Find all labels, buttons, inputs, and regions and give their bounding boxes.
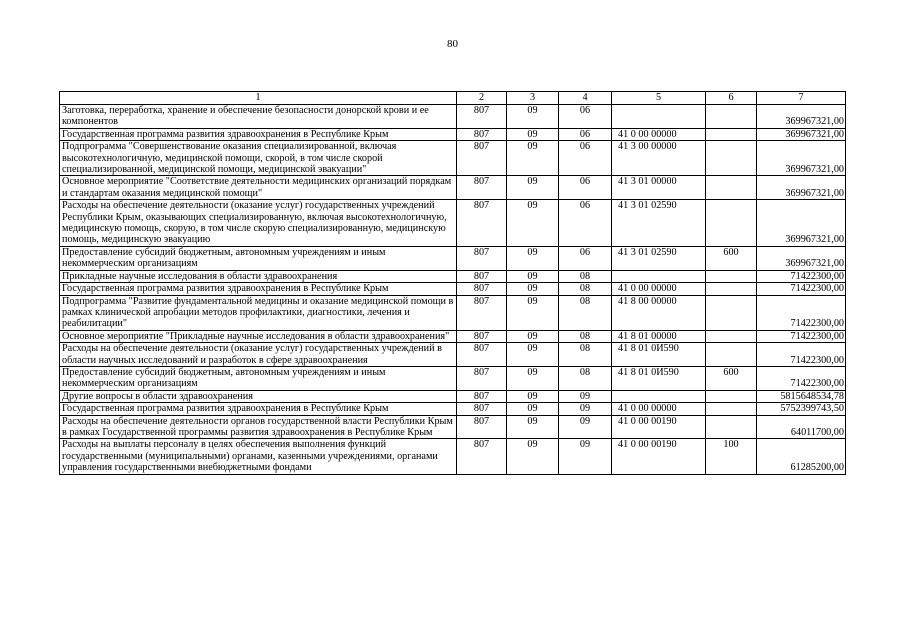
row-section-cell: 09 — [507, 343, 559, 367]
row-target-article-cell — [612, 270, 706, 282]
row-expense-type-cell — [706, 105, 757, 129]
row-subsection-cell: 06 — [559, 128, 612, 140]
row-target-article-cell: 41 0 00 00190 — [612, 439, 706, 474]
row-subsection-cell: 06 — [559, 246, 612, 270]
budget-table — [59, 91, 846, 475]
table-row — [60, 439, 846, 474]
row-target-article-cell: 41 8 01 00000 — [612, 330, 706, 342]
row-expense-type-cell — [706, 343, 757, 367]
row-amount-cell: 369967321,00 — [757, 128, 846, 140]
row-grbs-cell: 807 — [457, 295, 507, 330]
table-row — [60, 246, 846, 270]
row-amount-cell: 369967321,00 — [757, 200, 846, 247]
row-name-cell: Расходы на обеспечение деятельности (оказание услуг) государственных учреждений Республики Крым, оказывающих специализированную, включая высокотехнологичную, медицинскую помощь, скорую, в том числе скорую специализированную, медицинскую помощь, медицинскую эвакуацию — [60, 200, 457, 247]
table-row — [60, 343, 846, 367]
row-grbs-cell: 807 — [457, 330, 507, 342]
row-name-cell: Прикладные научные исследования в области здравоохранения — [60, 270, 457, 282]
row-expense-type-cell — [706, 200, 757, 247]
row-grbs-cell: 807 — [457, 246, 507, 270]
row-grbs-cell: 807 — [457, 200, 507, 247]
row-section-cell: 09 — [507, 270, 559, 282]
row-grbs-cell: 807 — [457, 105, 507, 129]
row-name-cell: Расходы на выплаты персоналу в целях обеспечения выполнения функций государственными (муниципальными) органами, казенными учреждениями, органами управления государственными внебюджетными фондами — [60, 439, 457, 474]
row-name-cell: Государственная программа развития здравоохранения в Республике Крым — [60, 128, 457, 140]
row-section-cell: 09 — [507, 415, 559, 439]
row-section-cell: 09 — [507, 128, 559, 140]
row-name-cell: Расходы на обеспечение деятельности (оказание услуг) государственных учреждений в области научных исследований и разработок в сфере здравоохранения — [60, 343, 457, 367]
row-expense-type-cell: 100 — [706, 439, 757, 474]
row-name-cell: Государственная программа развития здравоохранения в Республике Крым — [60, 283, 457, 295]
row-amount-cell: 369967321,00 — [757, 105, 846, 129]
row-subsection-cell: 06 — [559, 105, 612, 129]
table-row — [60, 390, 846, 402]
row-target-article-cell — [612, 390, 706, 402]
header-cell-5: 5 — [612, 92, 706, 105]
table-row — [60, 200, 846, 247]
row-subsection-cell: 08 — [559, 295, 612, 330]
row-amount-cell: 71422300,00 — [757, 270, 846, 282]
row-subsection-cell: 09 — [559, 415, 612, 439]
row-expense-type-cell — [706, 330, 757, 342]
table-row — [60, 105, 846, 129]
row-target-article-cell: 41 3 00 00000 — [612, 141, 706, 176]
row-target-article-cell — [612, 105, 706, 129]
table-row — [60, 141, 846, 176]
row-name-cell: Государственная программа развития здравоохранения в Республике Крым — [60, 403, 457, 415]
row-expense-type-cell — [706, 128, 757, 140]
row-amount-cell: 369967321,00 — [757, 141, 846, 176]
row-subsection-cell: 09 — [559, 390, 612, 402]
row-section-cell: 09 — [507, 200, 559, 247]
row-subsection-cell: 08 — [559, 270, 612, 282]
row-section-cell: 09 — [507, 439, 559, 474]
table-row — [60, 403, 846, 415]
row-section-cell: 09 — [507, 390, 559, 402]
row-target-article-cell: 41 3 01 02590 — [612, 246, 706, 270]
header-cell-7: 7 — [757, 92, 846, 105]
row-amount-cell: 71422300,00 — [757, 295, 846, 330]
row-expense-type-cell — [706, 283, 757, 295]
row-section-cell: 09 — [507, 105, 559, 129]
row-section-cell: 09 — [507, 295, 559, 330]
row-amount-cell: 5752399743,50 — [757, 403, 846, 415]
row-subsection-cell: 06 — [559, 176, 612, 200]
row-section-cell: 09 — [507, 141, 559, 176]
page-number: 80 — [447, 38, 458, 50]
header-cell-1: 1 — [60, 92, 457, 105]
row-name-cell: Предоставление субсидий бюджетным, автономным учреждениям и иным некоммерческим организациям — [60, 246, 457, 270]
row-grbs-cell: 807 — [457, 415, 507, 439]
row-section-cell: 09 — [507, 246, 559, 270]
row-target-article-cell: 41 0 00 00000 — [612, 403, 706, 415]
row-target-article-cell: 41 3 01 02590 — [612, 200, 706, 247]
row-amount-cell: 71422300,00 — [757, 330, 846, 342]
row-amount-cell: 64011700,00 — [757, 415, 846, 439]
row-subsection-cell: 08 — [559, 366, 612, 390]
table-row — [60, 283, 846, 295]
row-subsection-cell: 08 — [559, 283, 612, 295]
row-name-cell: Основное мероприятие "Соответствие деятельности медицинских организаций порядкам и стандартам оказания медицинской помощи" — [60, 176, 457, 200]
row-amount-cell: 5815648534,78 — [757, 390, 846, 402]
table-row — [60, 295, 846, 330]
row-section-cell: 09 — [507, 366, 559, 390]
row-grbs-cell: 807 — [457, 343, 507, 367]
table-row — [60, 415, 846, 439]
row-name-cell: Подпрограмма "Развитие фундаментальной медицины и оказание медицинской помощи в рамках клинической апробации методов профилактики, диагностики, лечения и реабилитации" — [60, 295, 457, 330]
table-header-row — [60, 92, 846, 105]
row-subsection-cell: 08 — [559, 343, 612, 367]
row-expense-type-cell — [706, 141, 757, 176]
row-expense-type-cell: 600 — [706, 366, 757, 390]
row-amount-cell: 61285200,00 — [757, 439, 846, 474]
row-section-cell: 09 — [507, 283, 559, 295]
header-cell-6: 6 — [706, 92, 757, 105]
row-name-cell: Подпрограмма "Совершенствование оказания специализированной, включая высокотехнологичную, медицинской помощи, скорой, в том числе скорой специализированной, медицинской помощи, медицинской эвакуации" — [60, 141, 457, 176]
row-target-article-cell: 41 8 00 00000 — [612, 295, 706, 330]
table-row — [60, 366, 846, 390]
row-expense-type-cell — [706, 390, 757, 402]
row-subsection-cell: 09 — [559, 403, 612, 415]
row-target-article-cell: 41 0 00 00000 — [612, 128, 706, 140]
header-cell-3: 3 — [507, 92, 559, 105]
row-grbs-cell: 807 — [457, 283, 507, 295]
row-section-cell: 09 — [507, 176, 559, 200]
row-subsection-cell: 08 — [559, 330, 612, 342]
row-subsection-cell: 06 — [559, 141, 612, 176]
row-grbs-cell: 807 — [457, 366, 507, 390]
row-target-article-cell: 41 8 01 0И590 — [612, 366, 706, 390]
row-grbs-cell: 807 — [457, 176, 507, 200]
header-cell-4: 4 — [559, 92, 612, 105]
row-expense-type-cell — [706, 415, 757, 439]
row-name-cell: Другие вопросы в области здравоохранения — [60, 390, 457, 402]
row-amount-cell: 369967321,00 — [757, 176, 846, 200]
row-grbs-cell: 807 — [457, 128, 507, 140]
row-name-cell: Заготовка, переработка, хранение и обеспечение безопасности донорской крови и ее компонентов — [60, 105, 457, 129]
row-expense-type-cell — [706, 403, 757, 415]
row-amount-cell: 71422300,00 — [757, 343, 846, 367]
table-row — [60, 128, 846, 140]
row-name-cell: Предоставление субсидий бюджетным, автономным учреждениям и иным некоммерческим организациям — [60, 366, 457, 390]
row-target-article-cell: 41 8 01 0И590 — [612, 343, 706, 367]
row-section-cell: 09 — [507, 330, 559, 342]
table-row — [60, 176, 846, 200]
row-subsection-cell: 09 — [559, 439, 612, 474]
row-grbs-cell: 807 — [457, 141, 507, 176]
row-target-article-cell: 41 0 00 00190 — [612, 415, 706, 439]
table-row — [60, 270, 846, 282]
row-target-article-cell: 41 3 01 00000 — [612, 176, 706, 200]
row-grbs-cell: 807 — [457, 270, 507, 282]
row-amount-cell: 71422300,00 — [757, 283, 846, 295]
row-grbs-cell: 807 — [457, 403, 507, 415]
row-grbs-cell: 807 — [457, 390, 507, 402]
row-expense-type-cell — [706, 270, 757, 282]
row-amount-cell: 369967321,00 — [757, 246, 846, 270]
row-subsection-cell: 06 — [559, 200, 612, 247]
header-cell-2: 2 — [457, 92, 507, 105]
row-name-cell: Основное мероприятие "Прикладные научные исследования в области здравоохранения" — [60, 330, 457, 342]
row-name-cell: Расходы на обеспечение деятельности органов государственной власти Республики Крым в рамках Государственной программы развития здравоохранения в Республике Крым — [60, 415, 457, 439]
row-amount-cell: 71422300,00 — [757, 366, 846, 390]
row-expense-type-cell — [706, 176, 757, 200]
row-grbs-cell: 807 — [457, 439, 507, 474]
row-expense-type-cell — [706, 295, 757, 330]
row-section-cell: 09 — [507, 403, 559, 415]
row-target-article-cell: 41 0 00 00000 — [612, 283, 706, 295]
row-expense-type-cell: 600 — [706, 246, 757, 270]
table-row — [60, 330, 846, 342]
